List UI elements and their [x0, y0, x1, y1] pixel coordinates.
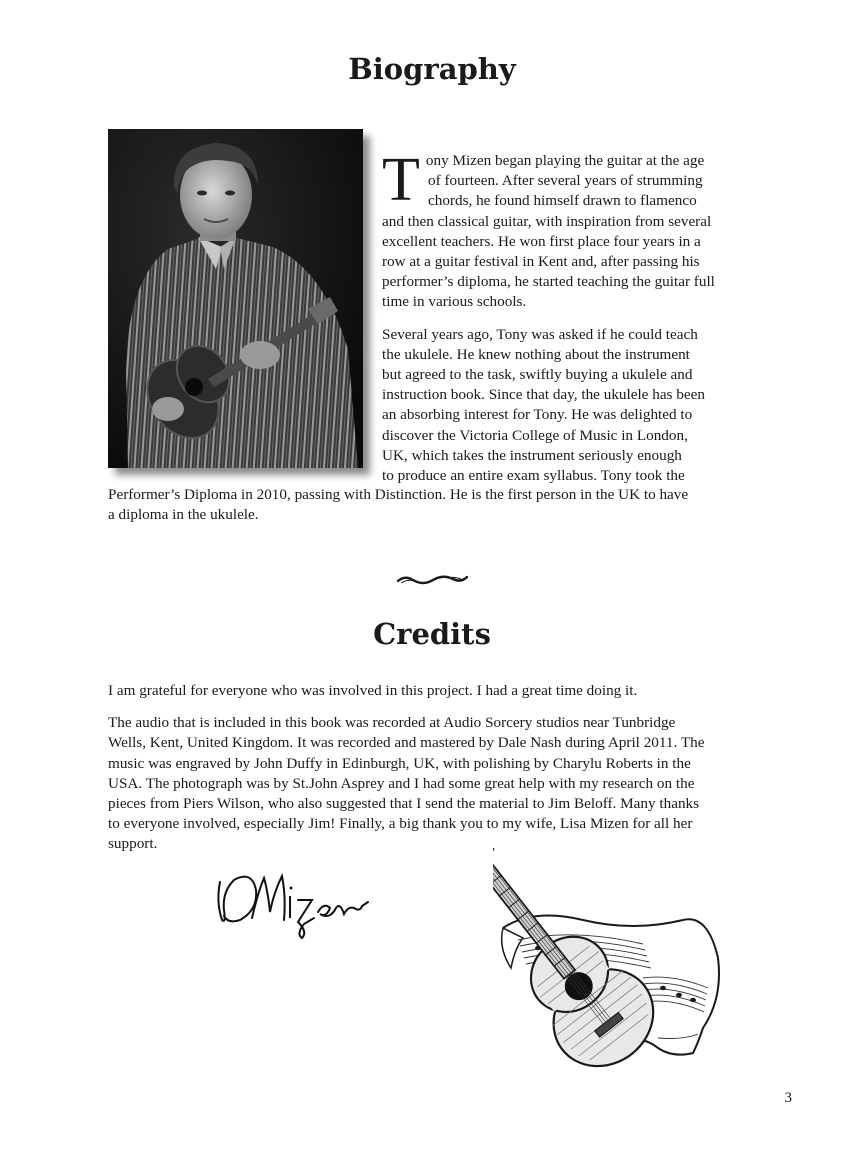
flourish-ornament-icon: [395, 572, 470, 588]
page-number: 3: [784, 1090, 792, 1106]
text-line: Wells, Kent, United Kingdom. It was recorded and mastered by Dale Nash during April 2011. The: [108, 734, 705, 752]
text-line: USA. The photograph was by St.John Asprey and I had some great help with my research on the: [108, 774, 695, 792]
credits-paragraph-1: I am grateful for everyone who was involved in this project. I had a great time doing it.: [108, 682, 638, 699]
text-line: the ukulele. He knew nothing about the instrument: [382, 345, 690, 363]
credits-text: [108, 681, 768, 867]
text-line: UK, which takes the instrument seriously enough: [382, 446, 682, 464]
text-line: discover the Victoria College of Music in London,: [382, 426, 688, 444]
text-line: music was engraved by John Duffy in Edinburgh, UK, with polishing by Charylu Roberts in the: [108, 754, 691, 772]
text-line: ony Mizen began playing the guitar at the age: [425, 152, 705, 169]
text-line: support.: [108, 835, 158, 853]
text-line: instruction book. Since that day, the ukulele has been: [382, 386, 705, 404]
text-line: The audio that is included in this book was recorded at Audio Sorcery studios near Tunbridge: [108, 714, 676, 732]
credits-title: Credits: [373, 617, 491, 651]
text-line: to everyone involved, especially Jim! Finally, a big thank you to my wife, Lisa Mizen for all her: [108, 815, 693, 833]
biography-text: [382, 146, 754, 498]
text-line: chords, he found himself drawn to flamenco: [428, 192, 697, 210]
ukulele-illustration-icon: [493, 848, 758, 1083]
biography-title: Biography: [348, 52, 516, 86]
text-line: but agreed to the task, swiftly buying a ukulele and: [382, 366, 693, 384]
text-line: Several years ago, Tony was asked if he could teach: [382, 325, 698, 343]
biography-continuation: [108, 485, 768, 525]
author-photo-illustration: [108, 129, 363, 468]
handwritten-signature: [212, 862, 382, 942]
text-line: of fourteen. After several years of strumming: [428, 172, 703, 190]
text-line: an absorbing interest for Tony. He was delighted to: [382, 406, 693, 424]
drop-cap: T: [382, 146, 420, 214]
author-photo: [108, 129, 363, 468]
text-line: pieces from Piers Wilson, who also suggested that I send the material to Jim Beloff. Many thanks: [108, 795, 700, 813]
text-line: time in various schools.: [382, 293, 527, 311]
text-line: and then classical guitar, with inspiration from several: [382, 212, 712, 230]
text-line: excellent teachers. He won first place four years in a: [382, 232, 701, 250]
credits-paragraph-2: [108, 713, 768, 854]
biography-paragraph-1: [382, 146, 754, 313]
text-line: to produce an entire exam syllabus. Tony took the: [382, 467, 685, 485]
biography-paragraph-2: [382, 325, 754, 487]
text-line: Performer’s Diploma in 2010, passing with Distinction. He is the first person in the UK to have: [108, 486, 689, 503]
text-line: performer’s diploma, he started teaching the guitar full: [382, 273, 715, 291]
text-line: row at a guitar festival in Kent and, after passing his: [382, 253, 700, 271]
text-line: a diploma in the ukulele.: [108, 506, 259, 524]
